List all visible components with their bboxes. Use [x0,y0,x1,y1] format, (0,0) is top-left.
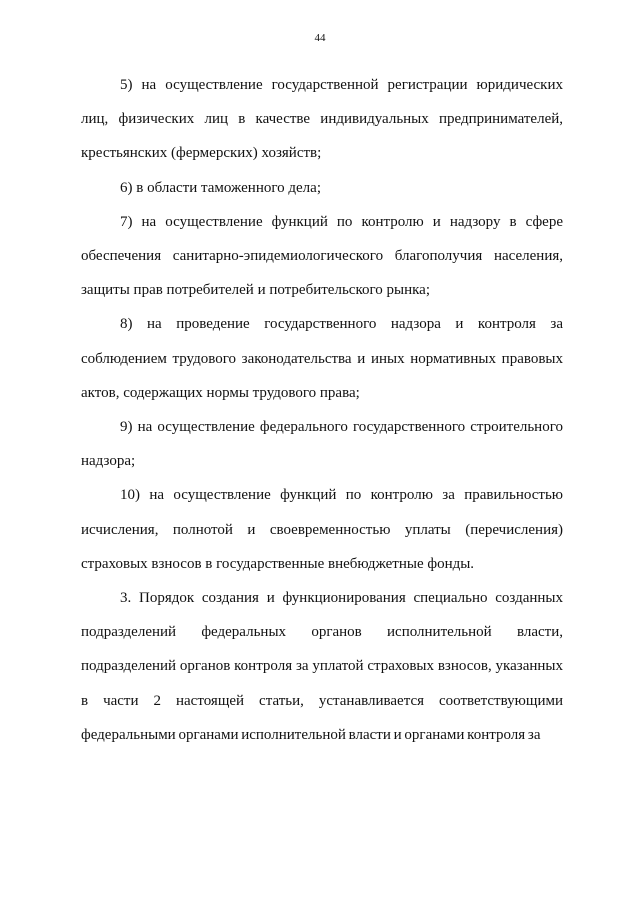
paragraph-item-6: 6) в области таможенного дела; [120,179,321,196]
page-number: 44 [314,32,326,44]
paragraph-part-3: 3. Порядок создания и функционирования специально созданных подразделений федеральных органов исполнительной власти, подразделений органов контроля за уплатой страховых взносов, указанных в части 2 настоящей статьи, устанавливается соответствующими федеральными органами исполнительной власти и органами контроля за [81,590,563,743]
paragraph-item-5: 5) на осуществление государственной регистрации юридических лиц, физических лиц в качестве индивидуальных предпринимателей, крестьянских (фермерских) хозяйств; [81,77,563,162]
paragraph-item-9: 9) на осуществление федерального государственного строительного надзора; [81,419,563,470]
paragraph-item-7: 7) на осуществление функций по контролю и надзору в сфере обеспечения санитарно-эпидемиологического благополучия населения, защиты прав потребителей и потребительского рынка; [81,213,563,299]
document-body [81,68,563,752]
paragraph-item-10: 10) на осуществление функций по контролю за правильностью исчисления, полнотой и своевременностью уплаты (перечисления) страховых взносов в государственные внебюджетные фонды. [81,487,563,572]
paragraph-item-8: 8) на проведение государственного надзора и контроля за соблюдением трудового законодательства и иных нормативных правовых актов, содержащих нормы трудового права; [81,316,563,401]
